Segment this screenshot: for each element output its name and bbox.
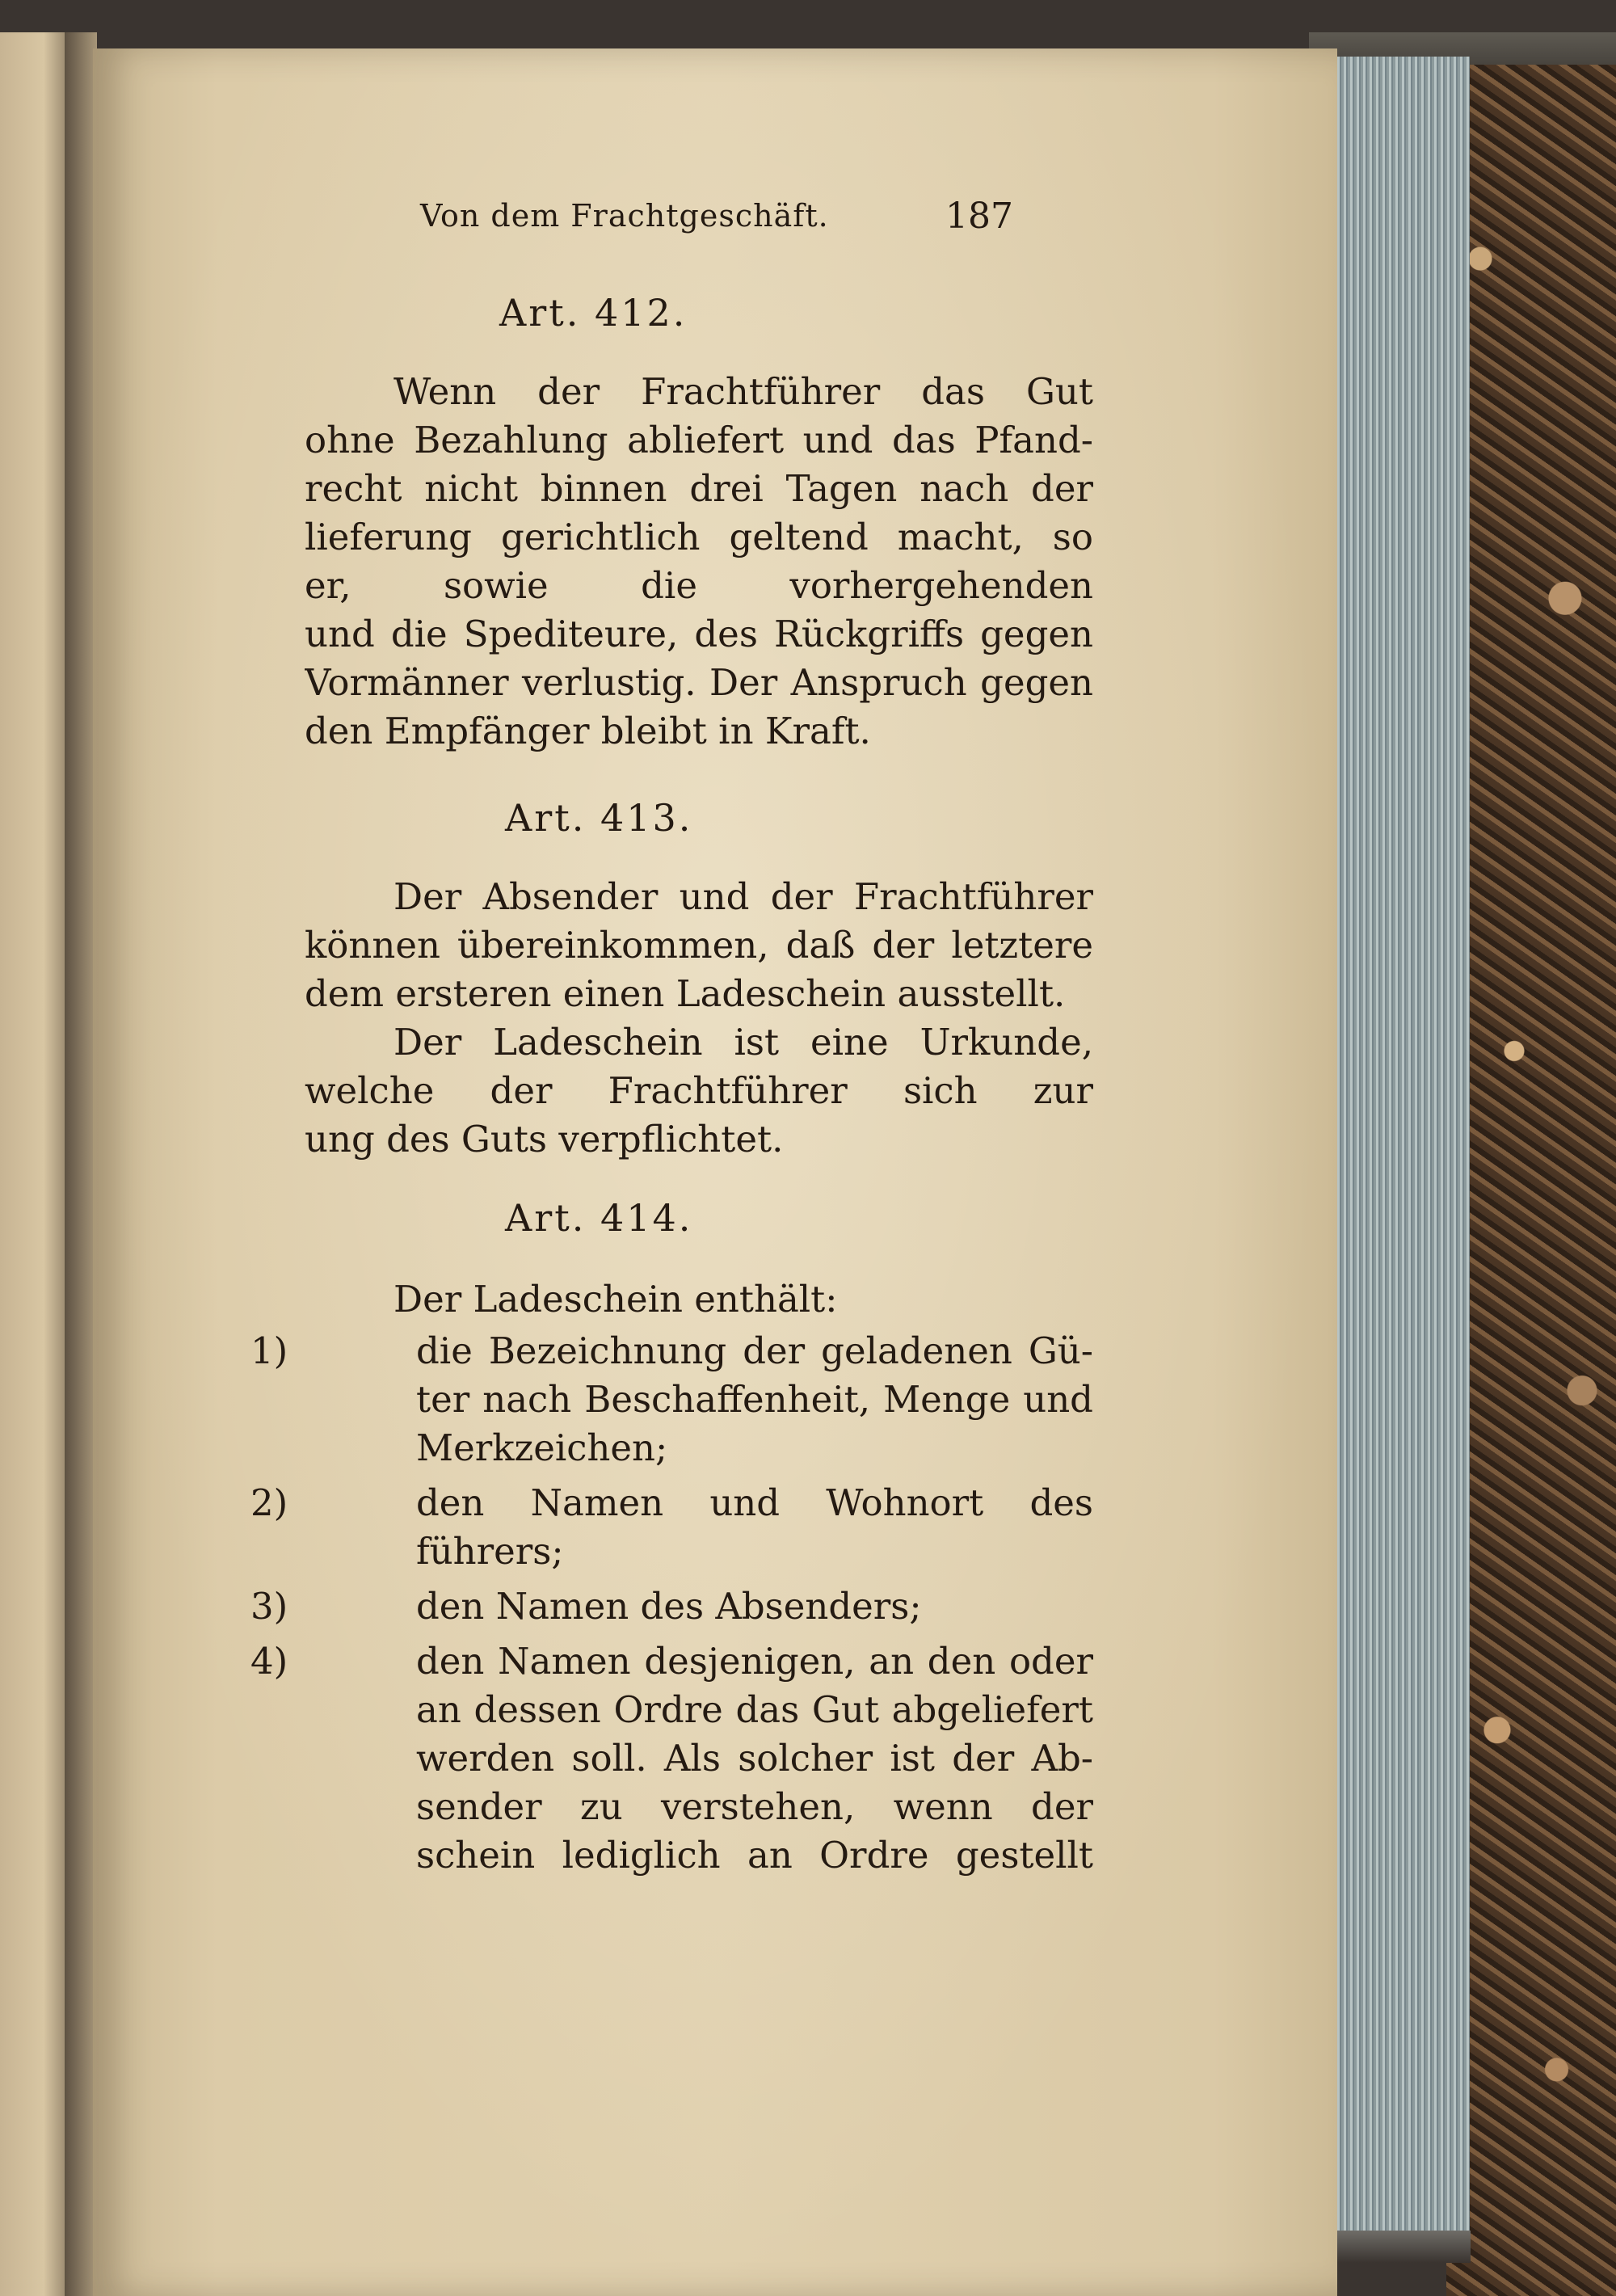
list-number: 3) (250, 1585, 288, 1628)
running-title: Von dem Frachtgeschäft. (420, 198, 829, 234)
art412-line: ohne Bezahlung abliefert und das Pfand- (305, 419, 1093, 461)
list-item-line: schein lediglich an Ordre gestellt (416, 1834, 1093, 1877)
page-edges (1325, 57, 1470, 2247)
article-heading-414: Art. 414. (505, 1196, 693, 1240)
marbled-cover (1446, 32, 1616, 2296)
art413-line: dem ersteren einen Ladeschein ausstellt. (305, 972, 1066, 1015)
art413-line: Der Absender und der Frachtführer (393, 875, 1093, 918)
page-edges-shadow (1325, 2231, 1471, 2263)
list-item-line: sender zu verstehen, wenn der (416, 1785, 1093, 1828)
article-heading-412: Art. 412. (499, 291, 688, 335)
left-page-sliver (0, 32, 73, 2296)
book-page (93, 48, 1337, 2296)
list-item-line: den Namen des Absenders; (416, 1585, 922, 1628)
page-number: 187 (945, 196, 1013, 237)
art412-line: lieferung gerichtlich geltend macht, so (305, 516, 1093, 558)
list-item-line: werden soll. Als solcher ist der Ab- (416, 1737, 1093, 1780)
book-gutter (65, 32, 97, 2296)
list-item-line: die Bezeichnung der geladenen Gü- (416, 1329, 1093, 1372)
list-number: 2) (250, 1481, 288, 1524)
art413-line: können übereinkommen, daß der letztere (305, 924, 1093, 967)
art412-line: den Empfänger bleibt in Kraft. (305, 710, 871, 752)
art412-line: er, sowie die vorhergehenden (305, 564, 1093, 607)
art413-line: ung des Guts verpflichtet. (305, 1118, 784, 1161)
art414-intro: Der Ladeschein enthält: (393, 1278, 838, 1321)
art412-line: und die Spediteure, des Rückgriffs gegen (305, 613, 1093, 655)
list-item-line: führers; (416, 1530, 564, 1573)
list-number: 4) (250, 1640, 288, 1683)
art412-line: Vormänner verlustig. Der Anspruch gegen (305, 661, 1093, 704)
art412-line: recht nicht binnen drei Tagen nach der (305, 467, 1093, 510)
list-item-line: den Namen desjenigen, an den oder (416, 1640, 1093, 1683)
list-item-line: ter nach Beschaffenheit, Menge und (416, 1378, 1093, 1421)
art413-line: Der Ladeschein ist eine Urkunde, (393, 1021, 1093, 1064)
list-item-line: an dessen Ordre das Gut abgeliefert (416, 1688, 1093, 1731)
list-item-line: den Namen und Wohnort des (416, 1481, 1093, 1524)
art413-line: welche der Frachtführer sich zur (305, 1069, 1093, 1112)
list-number: 1) (250, 1329, 288, 1372)
article-heading-413: Art. 413. (505, 796, 693, 840)
art412-line: Wenn der Frachtführer das Gut (393, 370, 1093, 413)
list-item-line: Merkzeichen; (416, 1426, 668, 1469)
